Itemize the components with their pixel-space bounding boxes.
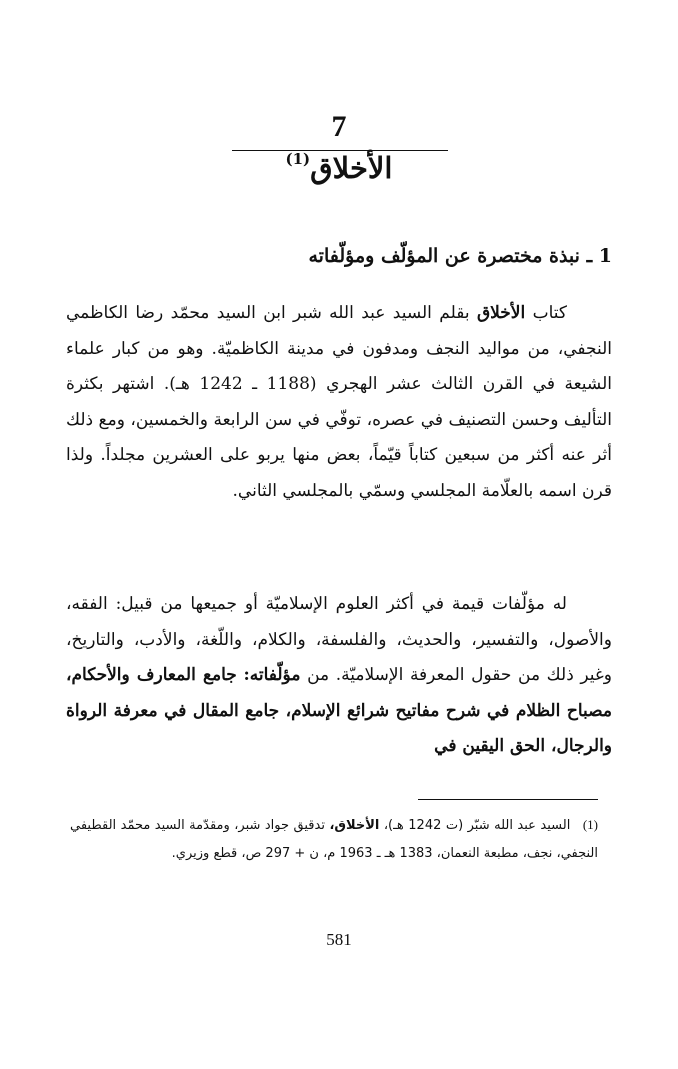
section-heading: 1 ـ نبذة مختصرة عن المؤلّف ومؤلّفاته bbox=[308, 245, 612, 267]
chapter-title-text: الأخلاق bbox=[310, 151, 393, 185]
paragraph-author-bio bbox=[66, 296, 612, 586]
footnote-book-title: الأخلاق، bbox=[329, 818, 380, 833]
paragraph-body: بقلم السيد عبد الله شبر ابن السيد محمّد رضا الكاظمي النجفي، من مواليد النجف ومدفون في مدينة الكاظميّة. وهو من كبار علماء الشيعة في القرن الثالث عشر الهجري (1188 ـ 1242 هـ). اشتهر بكثرة التأليف وحسن التصنيف في عصره، توفّي في سن الرابعة والخمسين، ومع ذلك أثر عنه أكثر من سبعين كتاباً قيّماً، بعض منها يربو على العشرين مجلداً. ولذا قرن اسمه بالعلّامة المجلسي وسمّي بالمجلسي الثاني. bbox=[66, 303, 612, 501]
chapter-title bbox=[0, 150, 678, 185]
paragraph-lead: كتاب bbox=[532, 303, 568, 323]
footnote-text-after: تدقيق جواد شبر، ومقدّمة السيد محمّد القطيفي النجفي، نجف، مطبعة النعمان، 1383 هـ ـ 1963 م، ن + 297 ص، قطع وزيري. bbox=[70, 818, 598, 861]
page-number: 581 bbox=[326, 930, 352, 949]
chapter-footnote-ref: (1) bbox=[285, 150, 311, 168]
works-label: مؤلّفاته: bbox=[243, 665, 301, 686]
works-list: جامع المعارف والأحكام، مصباح الظلام في شرح مفاتيح شرائع الإسلام، جامع المقال في معرفة الرواة والرجال، الحق اليقين في bbox=[66, 665, 612, 757]
footnote-text-before: السيد عبد الله شبّر (ت 1242 هـ)، bbox=[383, 818, 571, 833]
paragraph-body: له مؤلّفات قيمة في أكثر العلوم الإسلاميّة أو جميعها من قبيل: الفقه، والأصول، والتفسير، والحديث، والفلسفة، والكلام، واللّغة، والأدب، والتاريخ، وغير ذلك من حقول المعرفة الإسلاميّة. من bbox=[66, 594, 613, 686]
paragraph-works bbox=[66, 587, 612, 789]
book-title-inline: الأخلاق bbox=[476, 303, 526, 323]
footnote bbox=[70, 811, 598, 867]
footnote-divider bbox=[418, 799, 598, 800]
chapter-number: 7 bbox=[331, 110, 347, 143]
footnote-marker: (1) bbox=[582, 817, 598, 832]
